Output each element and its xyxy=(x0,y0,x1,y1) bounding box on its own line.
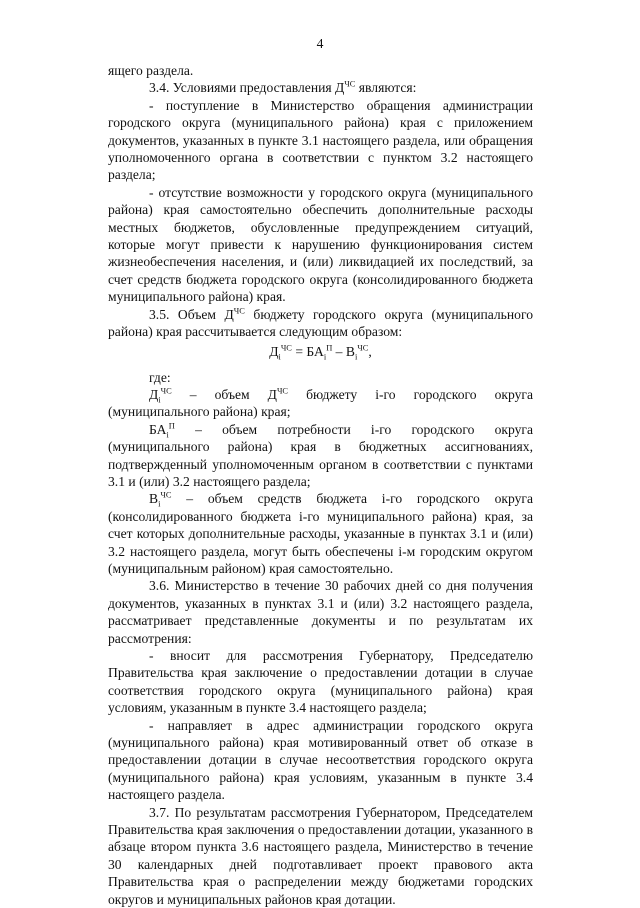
definition-ba: $БА_i^П$ – объем потребности i-го городского округа (муниципального района) края в бюджетных ассигнованиях, подтвержденный уполномоченным органом в соответствии с пунктами 3.1 и (или) 3.2 настоящего раздела; xyxy=(108,420,533,489)
paragraph-3-4: 3.4. Условиями предоставления $Д^{ЧС}$ являются: xyxy=(149,78,417,96)
formula: $Д_i^{ЧС} = БА_i^П - В_i^{ЧС}$, xyxy=(269,341,372,362)
paragraph-3-6-item-1: - вносит для рассмотрения Губернатору, Председателю Правительства края заключение о предоставлении дотации в случае соответствия городского округа (муниципального района) края условиям, указанным в пункте 3.4 настоящего раздела; xyxy=(108,648,533,716)
document-body xyxy=(108,62,533,908)
paragraph-condition-1: - поступление в Министерство обращения администрации городского округа (муниципального района) края с приложением документов, указанных в пункте 3.1 настоящего раздела, или обращения уполномоченного органа в соответствии с пунктом 3.2 настоящего раздела; xyxy=(108,97,533,183)
paragraph-3-7: 3.7. По результатам рассмотрения Губернатором, Председателем Правительства края заключения о предоставлении дотации, указанного в абзаце втором пункта 3.6 настоящего раздела, Министерство в течение 30 календарных дней подготавливает проект правового акта Правительства края о распределении между бюджетами городских округов и муниципальных районов края дотации. xyxy=(108,804,533,907)
definition-v: $В_i^{ЧС}$ – объем средств бюджета i-го городского округа (консолидированного бюджета i-го муниципального района) края, за счет которых дополнительные расходы, указанные в пунктах 3.1 и (или) 3.2 настоящего раздела, могут быть обеспечены i-м городским округом (муниципальным районом) края самостоятельно. xyxy=(108,489,533,576)
paragraph-condition-2: - отсутствие возможности у городского округа (муниципального района) края самостоятельно обеспечить дополнительные расходы местных бюджетов, обусловленные предупреждением ситуаций, которые могут привести к нарушению функционирования систем жизнеобеспечения населения, и (или) ликвидацией их последствий, за счет средств бюджета городского округа (консолидированного бюджета муниципального района) края. xyxy=(108,184,533,305)
paragraph-continuation: ящего раздела. xyxy=(108,63,194,78)
paragraph-3-6: 3.6. Министерство в течение 30 рабочих дней со дня получения документов, указанных в пунктах 3.1 и (или) 3.2 настоящего раздела, рассматривает представленные документы и по результатам их рассмотрения: xyxy=(108,578,533,646)
paragraph-3-5: 3.5. Объем $Д^{ЧС}$ бюджету городского округа (муниципального района) края рассчитывается следующим образом: xyxy=(108,305,533,340)
definition-d: $Д_i^{ЧС}$ – объем $Д^{ЧС}$ бюджету i-го городского округа (муниципального района) края; xyxy=(108,385,533,420)
page-number: 4 xyxy=(316,36,324,51)
paragraph-3-6-item-2: - направляет в адрес администрации городского округа (муниципального района) края мотивированный ответ об отказе в предоставлении дотации в случае несоответствия городского округа (муниципального района) края условиям, указанным в пункте 3.4 настоящего раздела. xyxy=(108,717,533,803)
paragraph-where: где: xyxy=(149,369,171,385)
